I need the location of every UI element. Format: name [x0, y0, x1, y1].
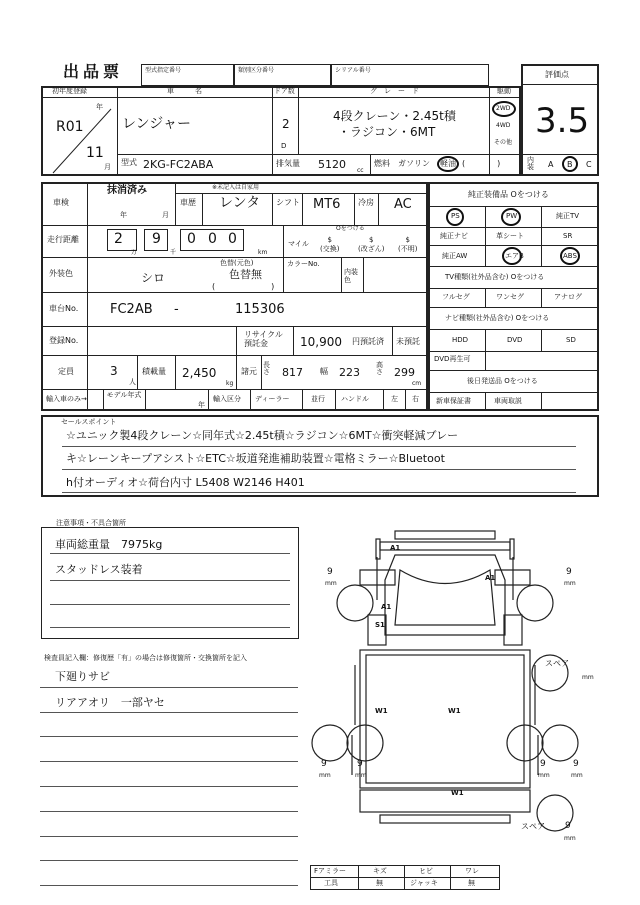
equip-sr: SR: [563, 232, 573, 240]
history-value: レンタ: [219, 195, 261, 211]
import-label: 輸入車のみ→: [46, 395, 87, 403]
fuel-diesel-circle: [437, 156, 459, 172]
cab-outline: [385, 555, 505, 635]
color-label: 外装色: [49, 269, 73, 278]
windshield: [395, 570, 495, 625]
damage-mark-s1: S1: [375, 621, 385, 629]
tire-front-left-unit: mm: [325, 580, 337, 587]
chassis-label: 車台No.: [49, 304, 79, 313]
mileage-mile: マイル: [288, 240, 309, 248]
history-note: ※未記入は自家用: [212, 184, 260, 191]
sales-line-1: ☆ユニック製4段クレーン☆同年式☆2.45t積☆ラジコン☆6MT☆衝突軽減ブレー: [66, 429, 459, 442]
interior-b: B: [567, 160, 573, 169]
nav-hdd: HDD: [452, 336, 469, 344]
mileage-unit-km: km: [258, 249, 268, 256]
category-number-label: 類別区分番号: [238, 67, 275, 74]
equip-airbag: エアB: [505, 252, 524, 260]
car-name-value: レンジャー: [122, 116, 192, 132]
mileage-label: 走行距離: [47, 235, 79, 244]
capacity-unit: 人: [129, 378, 136, 386]
legend-value-4: 無: [468, 879, 475, 887]
legend-header-2: キズ: [373, 867, 387, 875]
import-handle: ハンドル: [341, 395, 369, 403]
shift-value: MT6: [313, 197, 341, 212]
tire-rear-right1-unit: mm: [538, 772, 550, 779]
drive-2wd-circle: [492, 101, 516, 117]
grade-line1: 4段クレーン・2.45t積: [333, 109, 456, 123]
width-label: 幅: [320, 367, 328, 376]
mileage-digit-4: 0: [208, 231, 217, 247]
vehicle-diagram: [300, 525, 600, 870]
drive-other: その他: [494, 139, 513, 146]
front-bumper: [395, 531, 495, 539]
month-label: 月: [104, 163, 111, 171]
after-manual: 車両取説: [494, 397, 522, 405]
sales-points-label: セールスポイント: [61, 418, 117, 426]
legend-header-4: ワレ: [465, 867, 479, 875]
legend-header-1: Fアミラー: [314, 867, 347, 875]
shift-label: シフト: [276, 198, 300, 207]
load-label: 積載量: [142, 367, 166, 376]
mileage-unit-sen: 千: [170, 249, 177, 256]
nav-dvd: DVD: [507, 336, 523, 344]
grade-score-label: 評価点: [545, 70, 569, 79]
inspection-label: 車検: [53, 198, 69, 207]
color-orig-value: 色替無: [229, 268, 262, 281]
recycle-value: 10,900: [300, 335, 342, 349]
drive-label: 駆動: [497, 87, 511, 95]
model-value: 2KG-FC2ABA: [143, 158, 214, 171]
grade-line2: ・ラジコン・6MT: [338, 125, 436, 139]
sales-line-3: h付オーディオ☆荷台内寸 L5408 W2146 H401: [66, 476, 305, 489]
mileage-digit-1: 2: [114, 231, 123, 247]
recycle-other: 未預託: [396, 337, 420, 346]
tire-rear-right2-unit: mm: [571, 772, 583, 779]
legend-header-3: ヒビ: [419, 867, 433, 875]
first-reg-month: 11: [86, 145, 104, 161]
legend-value-2: 無: [376, 879, 383, 887]
model-designation-label: 型式指定番号: [145, 67, 182, 74]
dimension-unit: cm: [412, 380, 422, 387]
first-reg-era: R01: [56, 119, 84, 135]
height-label: 高さ: [376, 361, 383, 376]
color-number-label: カラーNo.: [287, 260, 320, 268]
displacement-unit: cc: [357, 167, 364, 174]
color-orig-label: 色替(元色): [220, 259, 254, 267]
inspector-line-2: リアアオリ 一部ヤセ: [55, 696, 165, 709]
nav-sd: SD: [566, 336, 576, 344]
equip-ps: PS: [451, 212, 460, 220]
recycle-label: リサイクル預託金: [244, 330, 283, 348]
color-value: シロ: [141, 271, 166, 285]
equip-airbag-circle: [502, 247, 522, 265]
equip-pw-circle: [501, 208, 521, 226]
length-label: 長さ: [263, 361, 270, 376]
mileage-digit-5: 0: [228, 231, 237, 247]
equip-navi: 純正ナビ: [440, 232, 468, 240]
mileage-opt-tamper: $ (改ざん): [358, 236, 385, 254]
length-value: 817: [282, 366, 303, 379]
damage-mark-w1-rear: W1: [451, 789, 464, 797]
spare-unit-1: mm: [582, 674, 594, 681]
category-number-cell: [234, 64, 331, 86]
doors-value: 2: [282, 117, 290, 131]
fuel-diesel: 軽油: [440, 159, 456, 168]
history-label: 車歴: [180, 198, 196, 207]
recycle-unit: 円預託済: [352, 337, 384, 346]
equip-abs: ABS: [563, 252, 577, 260]
page-title: 出品票: [63, 62, 124, 81]
import-dealer: ディーラー: [255, 395, 290, 403]
inspection-value: 抹消済み: [107, 185, 147, 196]
capacity-label: 定員: [58, 367, 74, 376]
damage-mark-a1-front: A1: [390, 544, 401, 552]
spare-depth-2: 9: [565, 821, 571, 831]
drive-2wd: 2WD: [496, 105, 511, 112]
equip-ps-circle: [446, 208, 464, 226]
tv-analog: アナログ: [554, 293, 582, 301]
tire-rear-left2-unit: mm: [355, 772, 367, 779]
notes-line-1: 車両総重量 7975kg: [55, 538, 163, 551]
fuel-value: ガソリン: [398, 159, 430, 168]
load-value: 2,450: [182, 366, 217, 380]
import-parallel: 並行: [311, 395, 325, 403]
tire-rear-left1-depth: 9: [321, 759, 327, 769]
notes-line-2: スタッドレス装着: [55, 563, 143, 576]
import-class-label: 輸入区分: [213, 395, 241, 403]
nav-title: ナビ種類(社外品含む) Oをつける: [445, 314, 550, 322]
tire-rear-right1-depth: 9: [540, 759, 546, 769]
cooling-value: AC: [394, 197, 412, 212]
drive-4wd: 4WD: [496, 122, 511, 129]
model-label: 型式: [121, 158, 137, 167]
serial-number-label: シリアル番号: [335, 67, 371, 74]
spec-label: 諸元: [241, 367, 257, 376]
grade-label: グ レ ー ド: [370, 87, 419, 95]
equipment-title: 純正装備品 Oをつける: [468, 190, 549, 199]
mileage-digit-2: 9: [152, 231, 161, 247]
import-year: 年: [198, 401, 205, 409]
legend-value-3: ジャッキ: [410, 879, 438, 887]
tailgate: [360, 790, 530, 812]
sales-line-2: キ☆レーンキープアシスト☆ETC☆坂道発進補助装置☆電格ミラー☆Bluetoot: [66, 452, 445, 465]
interior-a: A: [548, 160, 554, 169]
detail-table: [41, 182, 428, 411]
spare-label-2: スペア: [521, 822, 545, 831]
equip-tv: 純正TV: [556, 212, 580, 220]
displacement-label: 排気量: [276, 159, 300, 168]
year-label: 年: [96, 103, 103, 111]
import-left: 左: [391, 395, 398, 403]
load-unit: kg: [226, 380, 234, 387]
legend-value-1: 工具: [324, 879, 338, 887]
import-model-year: モデル年式: [106, 391, 142, 399]
inspection-year: 年: [120, 211, 127, 219]
capacity-value: 3: [110, 364, 118, 378]
inspector-label: 検査員記入欄：修復歴「有」の場合は修復箇所・交換箇所を記入: [44, 654, 247, 662]
interior-box: [521, 154, 599, 176]
first-reg-diagonal: [41, 97, 117, 176]
inspector-line-1: 下廻りサビ: [55, 670, 110, 683]
width-value: 223: [339, 366, 360, 379]
tire-front-right-unit: mm: [564, 580, 576, 587]
tv-title: TV種類(社外品含む) Oをつける: [445, 273, 545, 281]
model-designation-cell: [141, 64, 234, 86]
mileage-opt-unknown: $ (不明): [398, 236, 418, 254]
tire-rear-left1-unit: mm: [319, 772, 331, 779]
equip-abs-circle: [560, 247, 580, 265]
mileage-digit-3: 0: [187, 231, 196, 247]
color-paren: ( ): [212, 282, 275, 291]
interior-label: 内装: [527, 156, 534, 171]
after-warranty: 新車保証書: [436, 397, 471, 405]
height-value: 299: [394, 366, 415, 379]
tire-front-right-depth: 9: [566, 567, 572, 577]
mileage-circle-note: Oをつける: [336, 225, 365, 232]
doors-sub: D: [281, 142, 287, 150]
rear-left-tire-1: [312, 725, 348, 761]
damage-mark-a1-left: A1: [381, 603, 392, 611]
damage-mark-w1-right: W1: [448, 707, 461, 715]
tire-rear-right2-depth: 9: [573, 759, 579, 769]
tv-fullseg: フルセグ: [442, 293, 470, 301]
mileage-opt-exchange: $ (交換): [320, 236, 340, 254]
equip-pw: PW: [506, 212, 518, 220]
fuel-paren: ( ): [462, 159, 501, 168]
spare-label-1: スペア: [545, 659, 569, 668]
rear-right-tire-2: [542, 725, 578, 761]
tv-oneseg: ワンセグ: [496, 293, 524, 301]
interior-c: C: [586, 160, 592, 169]
displacement-value: 5120: [318, 158, 346, 171]
fuel-label: 燃料: [374, 159, 390, 168]
grade-score-value: 3.5: [535, 101, 590, 141]
equip-leather: 革シート: [496, 232, 524, 240]
inspection-month: 月: [162, 211, 169, 219]
chassis-number: 115306: [235, 302, 285, 317]
rear-bumper: [380, 815, 510, 823]
spare-unit-2: mm: [564, 835, 576, 842]
import-right: 右: [412, 395, 419, 403]
tire-front-left-depth: 9: [327, 567, 333, 577]
equip-aw: 純正AW: [442, 252, 468, 260]
tire-rear-left2-depth: 9: [357, 759, 363, 769]
damage-mark-w1-left: W1: [375, 707, 388, 715]
serial-number-cell: [331, 64, 489, 86]
after-title: 後日発送品 Oをつける: [467, 377, 538, 385]
mileage-unit-man: 万: [131, 249, 138, 256]
first-reg-label: 初年度登録: [52, 87, 87, 95]
interior-color-label: 内装色: [344, 268, 358, 285]
chassis-dash: -: [174, 302, 179, 317]
registration-label: 登録No.: [49, 336, 79, 345]
cooling-label: 冷房: [358, 198, 374, 207]
chassis-prefix: FC2AB: [110, 302, 153, 317]
dvd-playback: DVD再生可: [434, 355, 471, 363]
bed-outline: [360, 650, 530, 788]
doors-label: ドア数: [274, 87, 295, 95]
car-name-label: 車 名: [167, 87, 202, 95]
damage-mark-a1-right: A1: [485, 574, 496, 582]
notes-label: 注意事項・不具合箇所: [56, 519, 126, 527]
